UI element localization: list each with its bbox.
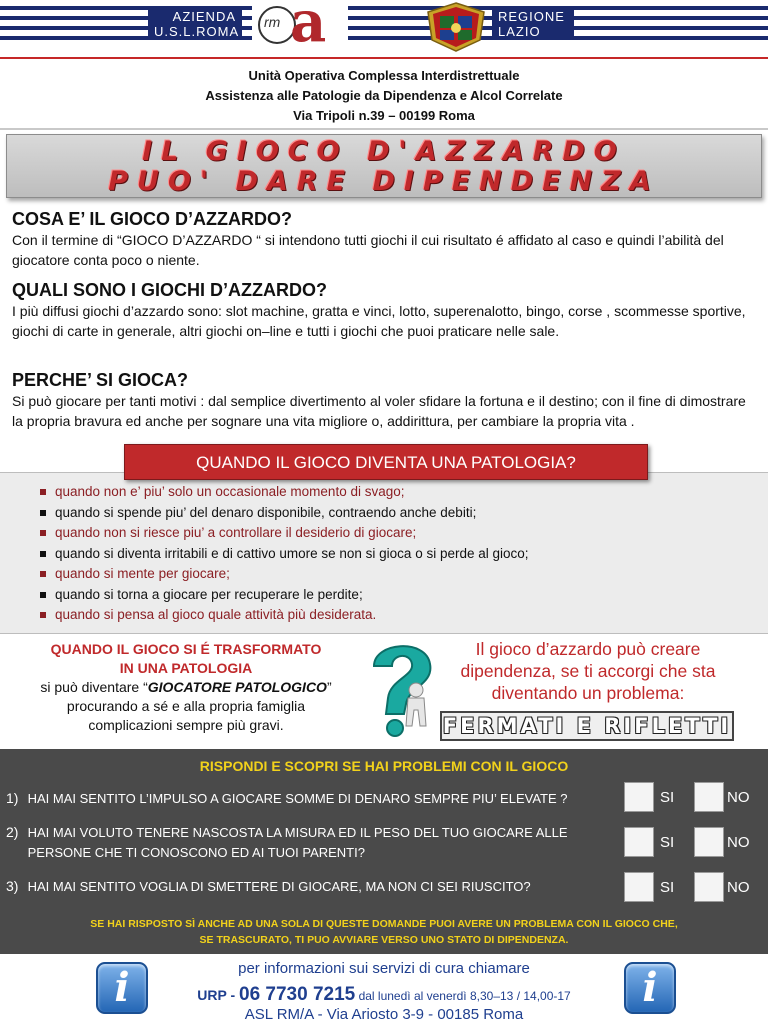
quiz-question-3: [6, 876, 531, 897]
section-what-is-text: Con il termine di “GIOCO D’AZZARDO “ si intendono tutti giochi il cui risultato é affidato al caso e quindi l’abilità del giocatore conta poco o niente.: [12, 232, 724, 268]
list-item-text: quando non si riesce piu’ a controllare il desiderio di giocare;: [55, 525, 417, 540]
banner-title-line2: PUO' DARE DIPENDENZA: [108, 166, 660, 197]
q2-yes-label: SI: [660, 834, 675, 851]
pathology-title: QUANDO IL GIOCO DIVENTA UNA PATOLOGIA?: [124, 444, 648, 480]
bullet-icon: [40, 489, 46, 495]
q1-no-checkbox[interactable]: [694, 782, 724, 812]
section-what-is: [12, 208, 760, 270]
list-item-text: quando si spende piu’ del denaro disponibile, contraendo anche debiti;: [55, 504, 477, 520]
unit-name: Unità Operativa Complessa Interdistrettuale: [248, 68, 520, 83]
q2-no-label: NO: [727, 834, 750, 851]
footer-hours: dal lunedì al venerdì 8,30–13 / 14,00-17: [355, 989, 571, 1003]
list-item: [40, 605, 760, 626]
note-line3: [8, 678, 364, 697]
list-item: [40, 544, 760, 565]
note-red-line1: QUANDO IL GIOCO SI É TRASFORMATO: [50, 641, 322, 657]
q3-no-label: NO: [727, 879, 750, 896]
quiz-question-1: [6, 788, 568, 809]
question-text: HAI MAI VOLUTO TENERE NASCOSTA LA MISURA ED IL PESO DEL TUO GIOCARE ALLE: [27, 825, 568, 840]
quiz-warning: [20, 916, 748, 948]
list-item: [40, 523, 760, 544]
unit-address: Via Tripoli n.39 – 00199 Roma: [293, 108, 475, 123]
quiz-warning-line1: SE HAI RISPOSTO SÌ ANCHE AD UNA SOLA DI QUESTE DOMANDE PUOI AVERE UN PROBLEMA CON IL GIOCO CHE,: [90, 918, 678, 930]
bullet-icon: [40, 551, 46, 557]
q1-no-label: NO: [727, 789, 750, 806]
header-bar: [0, 0, 768, 58]
footer-urp: URP -: [197, 987, 239, 1003]
asl-line2: U.S.L.ROMA A: [154, 24, 240, 54]
warning-message: [432, 638, 744, 704]
footer-address: ASL RM/A - Via Ariosto 3-9 - 00185 Roma: [244, 1006, 524, 1023]
logo-a-text: a: [290, 0, 327, 55]
asl-name-box: [148, 8, 242, 54]
section-why-play-title: PERCHE’ SI GIOCA?: [12, 370, 189, 390]
list-item: [40, 564, 760, 585]
unit-description: Assistenza alle Patologie da Dipendenza e Alcol Correlate: [205, 88, 563, 103]
note-text1: si può diventare “: [40, 679, 148, 695]
pathological-gambler-note: [8, 640, 364, 735]
bullet-icon: [40, 592, 46, 598]
banner-title-line1: IL GIOCO D'AZZARDO: [142, 136, 626, 167]
section-which-games-title: QUALI SONO I GIOCHI D’AZZARDO?: [12, 280, 327, 300]
bullet-icon: [40, 571, 46, 577]
note-bold-term: GIOCATORE PATOLOGICO: [147, 679, 327, 695]
regione-lazio-crest-icon: [424, 2, 488, 52]
list-item-text: quando si pensa al gioco quale attività più desiderata.: [55, 607, 377, 622]
list-item-text: quando si mente per giocare;: [55, 566, 230, 581]
note-text2: ”: [326, 679, 332, 695]
question-number: 2): [6, 824, 19, 840]
section-which-games-text: I più diffusi giochi d’azzardo sono: slot machine, gratta e vinci, lotto, superenalotto, bingo, corse , scommesse sportive, giochi di carte in generale, altri giochi on–line e tutti i giochi che puoi praticare nelle sale.: [12, 303, 746, 339]
q3-yes-checkbox[interactable]: [624, 872, 654, 902]
header-stripe: [0, 36, 768, 40]
logo-rm-text: rm: [264, 14, 281, 30]
note-line4: procurando a sé e alla propria famiglia: [66, 698, 306, 714]
regione-line1: REGIONE: [498, 9, 565, 24]
list-item-text: quando non e’ piu’ solo un occasionale momento di svago;: [55, 484, 405, 499]
q1-yes-label: SI: [660, 789, 675, 806]
warning-line2: dipendenza, se ti accorgi che sta: [460, 661, 716, 681]
question-text: HAI MAI SENTITO VOGLIA DI SMETTERE DI GIOCARE, MA NON CI SEI RIUSCITO?: [27, 879, 531, 894]
question-number: 3): [6, 878, 19, 894]
list-item-text: quando si diventa irritabili e di cattivo umore se non si gioca o si perde al gioco;: [55, 545, 529, 561]
list-item: [40, 585, 760, 606]
question-number: 1): [6, 790, 19, 806]
q3-yes-label: SI: [660, 879, 675, 896]
note-red-line2: IN UNA PATOLOGIA: [119, 660, 253, 676]
unit-divider: [0, 128, 768, 130]
footer-phone[interactable]: 06 7730 7215: [239, 984, 356, 1005]
section-why-play: [12, 369, 760, 431]
list-item: [40, 503, 760, 524]
asl-line1: AZIENDA: [172, 9, 236, 24]
q3-no-checkbox[interactable]: [694, 872, 724, 902]
question-text: HAI MAI SENTITO L’IMPULSO A GIOCARE SOMME DI DENARO SEMPRE PIU’ ELEVATE ?: [27, 791, 568, 806]
regione-line2: LAZIO: [498, 24, 541, 39]
header-stripe: [0, 6, 768, 10]
header-stripe: [0, 16, 768, 20]
stop-and-think-banner: FERMATI E RIFLETTI: [440, 711, 734, 741]
question-mark-icon: [364, 636, 440, 742]
regione-name-box: [492, 8, 574, 40]
section-what-is-title: COSA E’ IL GIOCO D’AZZARDO?: [12, 209, 293, 229]
bullet-icon: [40, 510, 46, 516]
title-banner: [6, 134, 762, 198]
q2-yes-checkbox[interactable]: [624, 827, 654, 857]
bullet-icon: [40, 530, 46, 536]
section-why-play-text: Si può giocare per tanti motivi : dal semplice divertimento al voler sfidare la fortuna e il destino; con il fine di dimostrare la propria bravura ed anche per sognare una vita migliore o, addirittura, per cambiare la propria vita .: [12, 393, 746, 429]
quiz-warning-line2: SE TRASCURATO, TI PUO AVVIARE VERSO UNO STATO DI DIPENDENZA.: [199, 934, 569, 946]
note-line5: complicazioni sempre più gravi.: [88, 717, 284, 733]
bullet-icon: [40, 612, 46, 618]
question-text-line2: PERSONE CHE TI CONOSCONO ED AI TUOI PARENTI?: [27, 845, 365, 860]
quiz-title: RISPONDI E SCOPRI SE HAI PROBLEMI CON IL GIOCO: [199, 758, 569, 774]
warning-line3: diventando un problema:: [491, 683, 685, 703]
footer-line1: per informazioni sui servizi di cura chiamare: [238, 960, 530, 977]
info-glyph: i: [114, 964, 130, 1011]
info-glyph: i: [642, 964, 658, 1011]
rma-logo: [252, 0, 348, 55]
q1-yes-checkbox[interactable]: [624, 782, 654, 812]
footer-contact: [0, 984, 768, 1006]
section-which-games: [12, 279, 760, 341]
warning-line1: Il gioco d’azzardo può creare: [475, 639, 701, 659]
quiz-question-2: [6, 822, 568, 863]
list-item: [40, 482, 760, 503]
list-item-text: quando si torna a giocare per recuperare le perdite;: [55, 586, 363, 602]
pathology-list: [40, 482, 760, 626]
header-divider: [0, 57, 768, 59]
header-stripe: [0, 26, 768, 30]
q2-no-checkbox[interactable]: [694, 827, 724, 857]
unit-info: [0, 66, 768, 126]
